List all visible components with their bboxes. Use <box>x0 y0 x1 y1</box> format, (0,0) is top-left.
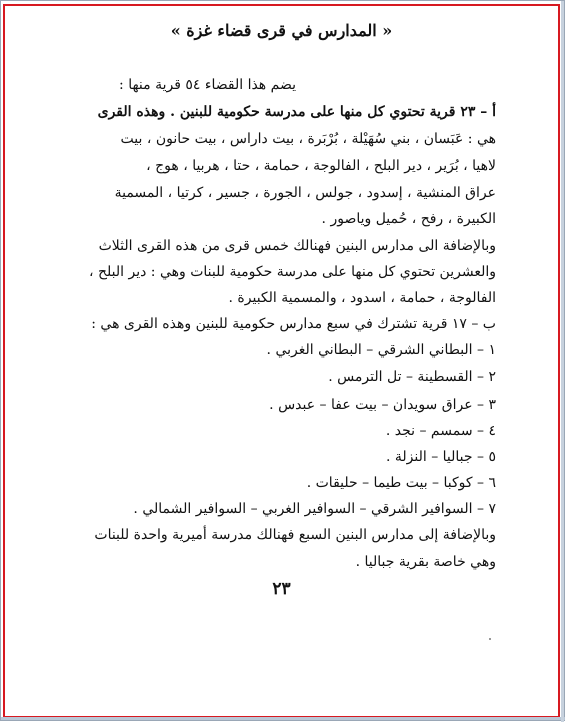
text-line: لاهيا ، بُرَير ، دير البلح ، الفالوجة ، حمامة ، حتا ، هربيا ، هوج ، <box>146 158 496 174</box>
list-item: ٤ – سمسم – نجد . <box>385 423 496 439</box>
page-number: ٢٣ <box>272 579 291 599</box>
text-line: هي : عَبَسان ، بني سُهَيْلة ، بُرْبَرة ، بيت داراس ، بيت حانون ، بيت <box>120 131 496 147</box>
text-line: ب – ١٧ قرية تشترك في سبع مدارس حكومية للبنين وهذه القرى هي : <box>91 316 496 332</box>
text-line: وبالإضافة الى مدارس البنين فهنالك خمس قرى من هذه القرى الثلاث <box>98 238 496 254</box>
page-title: « المدارس في قرى قضاء غزة » <box>170 21 393 40</box>
list-item: ٣ – عراق سويدان – بيت عفا – عبدس . <box>269 397 496 413</box>
text-line: والعشرين تحتوي كل منها على مدرسة حكومية للبنات وهي : دير البلح ، <box>89 264 496 280</box>
scan-speck <box>489 638 491 640</box>
text-line: عراق المنشية ، إسدود ، جولس ، الجورة ، جسير ، كرتيا ، المسمية <box>114 185 496 201</box>
list-item: ٧ – السوافير الشرقي – السوافير الغربي – السوافير الشمالي . <box>133 501 496 517</box>
list-item: ٦ – كوكبا – بيت طيما – حليقات . <box>306 475 496 491</box>
text-line: أ – ٢٣ قرية تحتوي كل منها على مدرسة حكومية للبنين . وهذه القرى <box>97 104 496 120</box>
text-line: الفالوجة ، حمامة ، اسدود ، والمسمية الكبيرة . <box>228 290 496 306</box>
page-shadow-right <box>561 1 564 722</box>
list-item: ١ – البطاني الشرقي – البطاني الغربي . <box>266 342 496 358</box>
document-page <box>3 4 560 718</box>
text-line: يضم هذا القضاء ٥٤ قرية منها : <box>119 77 296 93</box>
list-item: ٥ – جباليا – النزلة . <box>385 449 496 465</box>
page-shadow-bottom <box>1 717 565 720</box>
text-line: وهي خاصة بقرية جباليا . <box>355 554 496 570</box>
text-line: وبالإضافة إلى مدارس البنين السبع فهنالك مدرسة أميرية واحدة للبنات <box>94 527 496 543</box>
text-line: الكبيرة ، رفح ، حُميل وياصور . <box>321 211 496 227</box>
list-item: ٢ – القسطينة – تل الترمس . <box>328 369 496 385</box>
